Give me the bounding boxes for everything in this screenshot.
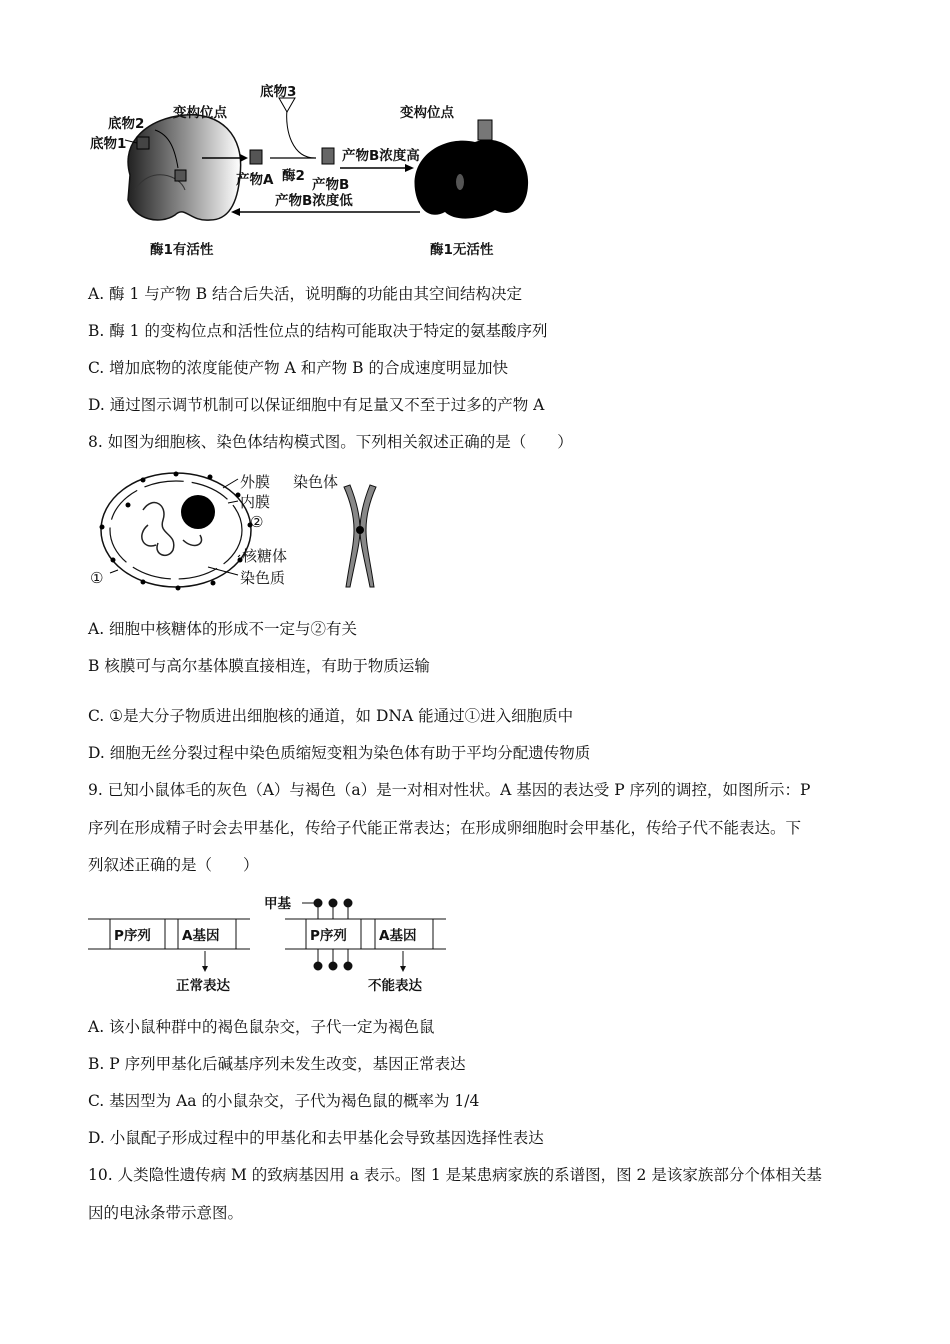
enzyme2-label: 酶2 [282, 168, 305, 184]
low-b-label: 产物B浓度低 [275, 193, 353, 209]
allosteric-site-right-label: 变构位点 [400, 105, 454, 121]
a-gene-right-label: A基因 [379, 928, 417, 944]
q8-stem: 8. 如图为细胞核、染色体结构模式图。下列相关叙述正确的是（ ） [88, 433, 573, 451]
q9-option-a: A. 该小鼠种群中的褐色鼠杂交，子代一定为褐色鼠 [88, 1018, 435, 1036]
q10-stem-line2: 因的电泳条带示意图。 [88, 1204, 244, 1222]
q9-stem-line3: 列叙述正确的是（ ） [88, 856, 259, 874]
q8-option-a: A. 细胞中核糖体的形成不一定与②有关 [88, 620, 358, 638]
q9-option-b: B. P 序列甲基化后碱基序列未发生改变，基因正常表达 [88, 1055, 466, 1073]
p-seq-right-label: P序列 [310, 928, 347, 944]
chromosome-shape [344, 485, 360, 587]
q7-option-b: B. 酶 1 的变构位点和活性位点的结构可能取决于特定的氨基酸序列 [88, 322, 548, 340]
inactive-caption: 酶1无活性 [430, 242, 494, 258]
high-b-label: 产物B浓度高 [342, 148, 420, 164]
methyl-label: 甲基 [264, 896, 291, 912]
substrate3-label: 底物3 [260, 84, 297, 100]
allosteric-site-left-label: 变构位点 [173, 105, 227, 121]
q10-stem-line1: 10. 人类隐性遗传病 M 的致病基因用 a 表示。图 1 是某患病家族的系谱图，图 2 是该家族部分个体相关基 [88, 1166, 822, 1184]
q8-option-d: D. 细胞无丝分裂过程中染色质缩短变粗为染色体有助于平均分配遗传物质 [88, 744, 591, 762]
substrate1-label: 底物1 [90, 136, 127, 152]
q9-option-c: C. 基因型为 Aa 的小鼠杂交，子代为褐色鼠的概率为 1/4 [88, 1092, 480, 1110]
inactive-enzyme-shape [415, 140, 529, 219]
chromosome-label: 染色体 [293, 473, 339, 491]
substrate2-label: 底物2 [108, 116, 145, 132]
chromatin-label: 染色质 [240, 569, 286, 587]
q9-stem-line1: 9. 已知小鼠体毛的灰色（A）与褐色（a）是一对相对性状。A 基因的表达受 P 序列的调控，如图所示：P [88, 781, 811, 799]
outer-membrane-label: 外膜 [240, 473, 271, 491]
ribosome-label: 核糖体 [242, 547, 288, 565]
active-caption: 酶1有活性 [150, 242, 214, 258]
q8-option-c: C. ①是大分子物质进出细胞核的通道，如 DNA 能通过①进入细胞质中 [88, 707, 574, 725]
p-seq-left-label: P序列 [114, 928, 151, 944]
q9-option-d: D. 小鼠配子形成过程中的甲基化和去甲基化会导致基因选择性表达 [88, 1129, 544, 1147]
active-enzyme-shape [128, 115, 241, 220]
nucleus-chromosome-figure [88, 465, 398, 595]
q7-option-c: C. 增加底物的浓度能使产物 A 和产物 B 的合成速度明显加快 [88, 359, 508, 377]
q7-option-a: A. 酶 1 与产物 B 结合后失活，说明酶的功能由其空间结构决定 [88, 285, 523, 303]
product-b-label: 产物B [312, 177, 350, 193]
enzyme-regulation-figure [80, 80, 540, 265]
a-gene-left-label: A基因 [182, 928, 220, 944]
normal-expression-label: 正常表达 [176, 978, 230, 994]
methylation-figure [88, 888, 450, 998]
product-a-label: 产物A [236, 172, 274, 188]
circle2-label: ② [250, 513, 264, 531]
q9-stem-line2: 序列在形成精子时会去甲基化，传给子代能正常表达；在形成卵细胞时会甲基化，传给子代不能表达。下 [88, 819, 802, 837]
circle1-label: ① [90, 569, 104, 587]
q8-option-b: B 核膜可与高尔基体膜直接相连，有助于物质运输 [88, 657, 430, 675]
cannot-express-label: 不能表达 [368, 978, 422, 994]
inner-membrane-label: 内膜 [240, 493, 271, 511]
q7-option-d: D. 通过图示调节机制可以保证细胞中有足量又不至于过多的产物 A [88, 396, 545, 414]
